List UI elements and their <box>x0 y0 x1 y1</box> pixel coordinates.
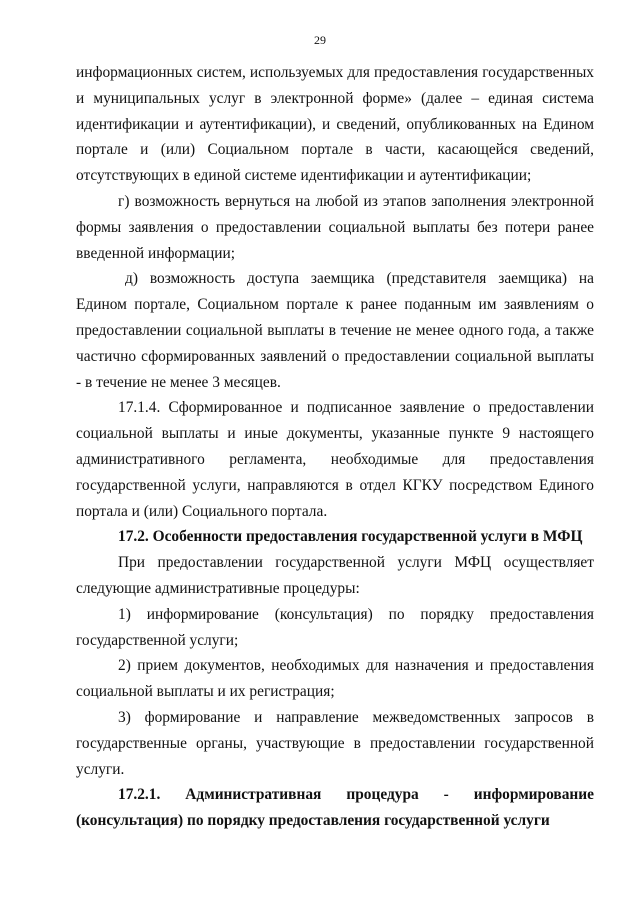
list-item-1: 1) информирование (консультация) по порядку предоставления государственной услуги; <box>76 605 594 649</box>
document-body <box>76 60 594 834</box>
paragraph-item-g: г) возможность вернуться на любой из этапов заполнения электронной формы заявления о предоставлении социальной выплаты без потери ранее введенной информации; <box>76 192 594 262</box>
paragraph-17-1-4: 17.1.4. Сформированное и подписанное заявление о предоставлении социальной выплаты и иные документы, указанные пункте 9 настоящего административного регламента, необходимые для предоставления государственной услуги, направляются в отдел КГКУ посредством Единого портала и (или) Социального портала. <box>76 399 594 520</box>
paragraph-mfc-intro: При предоставлении государственной услуги МФЦ осуществляет следующие административные процедуры: <box>76 554 594 597</box>
list-item-3: 3) формирование и направление межведомственных запросов в государственные органы, участвующие в предоставлении государственной услуги. <box>76 708 594 778</box>
section-heading-17-2: 17.2. Особенности предоставления государственной услуги в МФЦ <box>118 528 583 546</box>
list-item-2: 2) прием документов, необходимых для назначения и предоставления социальной выплаты и их регистрация; <box>76 657 594 701</box>
paragraph-item-d: д) возможность доступа заемщика (представителя заемщика) на Едином портале, Социальном портале к ранее поданным им заявлениям о предоставлении социальной выплаты в течение не менее одного года, а также частично сформированных заявлений о предоставлении социальной выплаты - в течение не менее 3 месяцев. <box>76 270 594 391</box>
paragraph-continuation: информационных систем, используемых для предоставления государственных и муниципальных услуг в электронной форме» (далее – единая система идентификации и аутентификации), и сведений, опубликованных на Едином портале и (или) Социальном портале в части, касающейся сведений, отсутствующих в единой системе идентификации и аутентификации; <box>76 64 594 185</box>
page-number: 29 <box>314 33 326 47</box>
section-heading-17-2-1: 17.2.1. Административная процедура - информирование (консультация) по порядку предоставления государственной услуги <box>76 786 594 830</box>
